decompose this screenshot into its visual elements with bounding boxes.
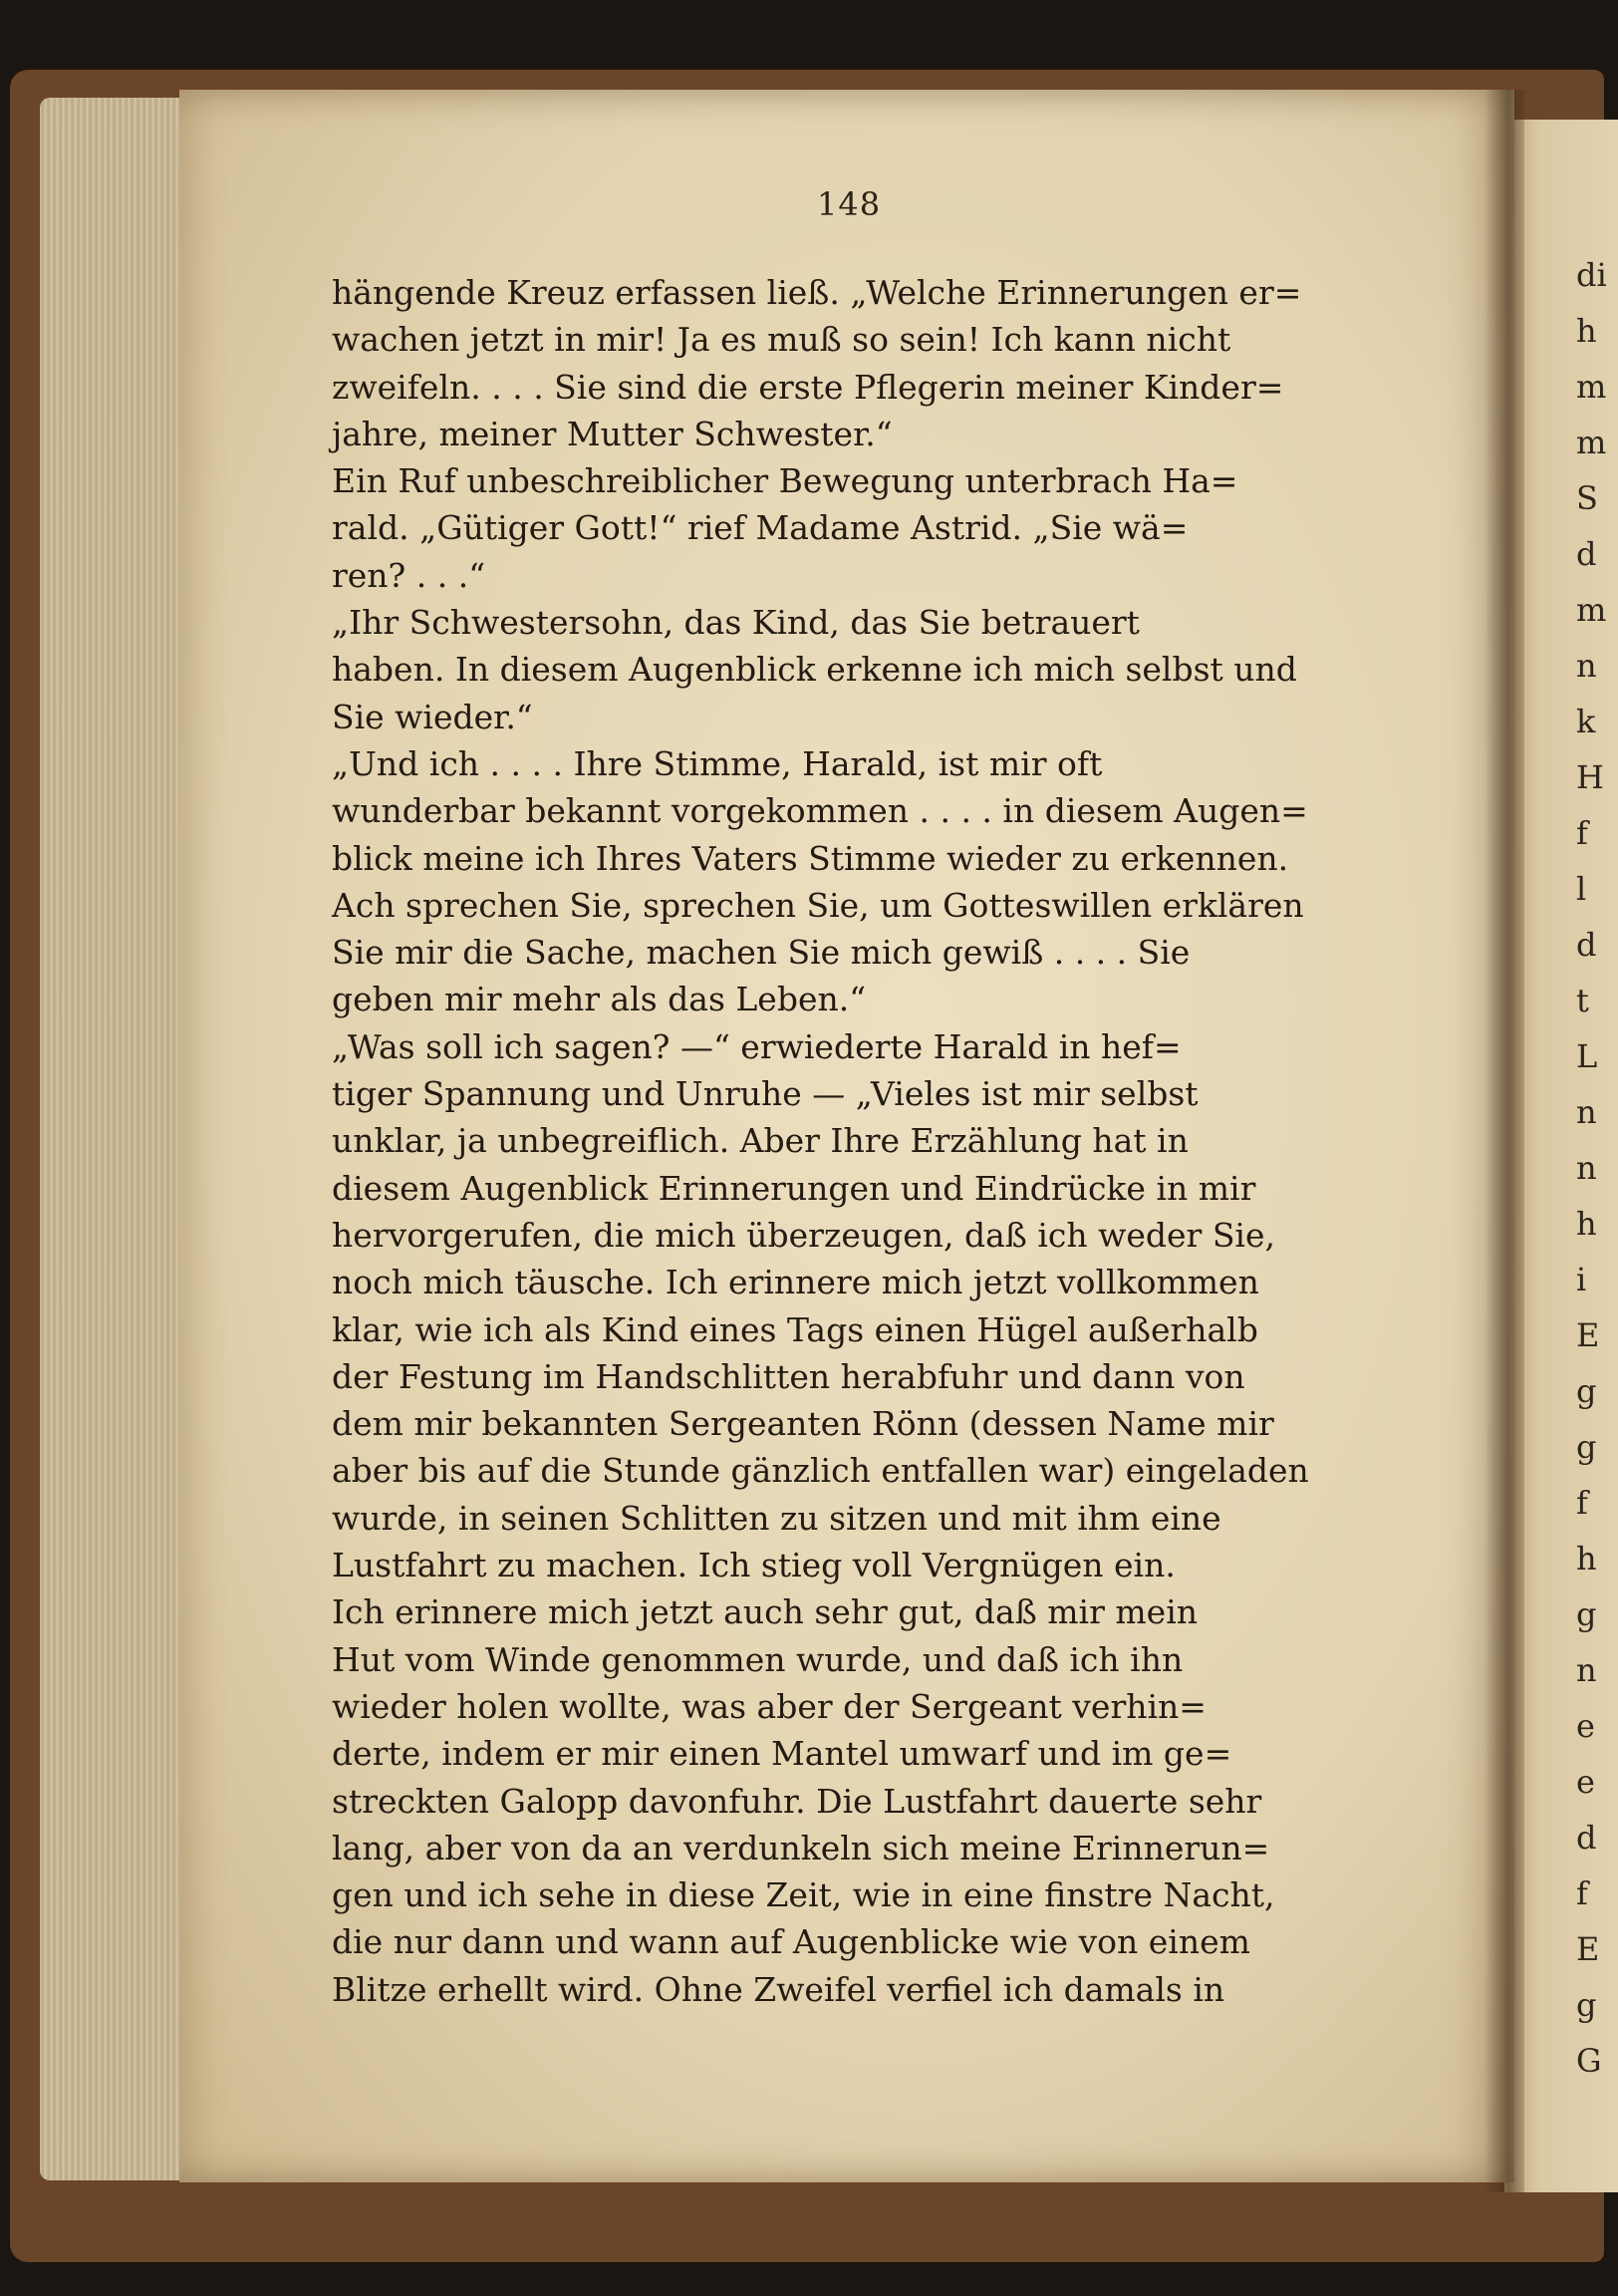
text-line: Sie wieder.“ <box>332 697 533 736</box>
facing-page-glyph: t <box>1576 982 1589 1019</box>
facing-page-glyph: m <box>1576 424 1607 461</box>
facing-page-glyph: n <box>1576 1149 1597 1187</box>
page-text <box>332 269 1428 2013</box>
facing-page-glyph: f <box>1576 1484 1588 1522</box>
facing-page-glyph: h <box>1576 1205 1597 1243</box>
text-line: jahre, meiner Mutter Schwester.“ <box>332 414 893 453</box>
facing-page-glyph: g <box>1576 1428 1597 1466</box>
facing-page-glyph: g <box>1576 1986 1597 2024</box>
text-line: streckten Galopp davonfuhr. Die Lustfahrt dauerte sehr <box>332 1781 1262 1821</box>
text-line: rald. „Gütiger Gott!“ rief Madame Astrid. „Sie wä= <box>332 508 1189 548</box>
text-line: unklar, ja unbegreiflich. Aber Ihre Erzählung hat in <box>332 1121 1189 1161</box>
facing-page-glyph: h <box>1576 312 1597 350</box>
facing-page-glyph: G <box>1576 2042 1602 2080</box>
text-line: Blitze erhellt wird. Ohne Zweifel verfiel ich damals in <box>332 1969 1225 2009</box>
text-line: wurde, in seinen Schlitten zu sitzen und mit ihm eine <box>332 1498 1221 1538</box>
text-line: derte, indem er mir einen Mantel umwarf und im ge= <box>332 1734 1232 1774</box>
text-line: geben mir mehr als das Leben.“ <box>332 980 867 1019</box>
text-line: blick meine ich Ihres Vaters Stimme wieder zu erkennen. <box>332 838 1289 878</box>
facing-page-glyph: l <box>1576 870 1587 908</box>
facing-page-glyph: E <box>1576 1316 1600 1354</box>
facing-page-glyph: S <box>1576 479 1598 517</box>
page-number: 148 <box>817 185 882 223</box>
text-line: gen und ich sehe in diese Zeit, wie in eine finstre Nacht, <box>332 1875 1275 1915</box>
facing-page-fragment <box>1576 247 1618 2089</box>
facing-page-glyph: L <box>1576 1037 1598 1075</box>
text-line: ren? . . .“ <box>332 555 486 595</box>
text-line: Lustfahrt zu machen. Ich stieg voll Vergnügen ein. <box>332 1546 1176 1585</box>
text-line: noch mich täusche. Ich erinnere mich jetzt vollkommen <box>332 1263 1259 1302</box>
text-line: lang, aber von da an verdunkeln sich meine Erinnerun= <box>332 1828 1270 1867</box>
facing-page-glyph: m <box>1576 368 1607 406</box>
facing-page-glyph: n <box>1576 1093 1597 1131</box>
text-line: wunderbar bekannt vorgekommen . . . . in diesem Augen= <box>332 791 1308 831</box>
facing-page-glyph: f <box>1576 1874 1588 1912</box>
text-line: Ein Ruf unbeschreiblicher Bewegung unterbrach Ha= <box>332 461 1238 501</box>
facing-page-glyph: f <box>1576 814 1588 852</box>
text-line: aber bis auf die Stunde gänzlich entfallen war) eingeladen <box>332 1451 1309 1491</box>
facing-page-glyph: d <box>1576 535 1597 573</box>
facing-page-glyph: e <box>1576 1763 1595 1801</box>
text-line: haben. In diesem Augenblick erkenne ich mich selbst und <box>332 650 1297 690</box>
text-line: klar, wie ich als Kind eines Tags einen Hügel außerhalb <box>332 1309 1258 1349</box>
facing-page-glyph: e <box>1576 1707 1595 1745</box>
text-line: „Und ich . . . . Ihre Stimme, Harald, ist mir oft <box>332 743 1103 783</box>
text-line: wieder holen wollte, was aber der Sergeant verhin= <box>332 1686 1207 1726</box>
text-line: zweifeln. . . . Sie sind die erste Pflegerin meiner Kinder= <box>332 367 1284 407</box>
facing-page-glyph: n <box>1576 647 1597 685</box>
facing-page-glyph: m <box>1576 591 1607 629</box>
facing-page-glyph: n <box>1576 1651 1597 1689</box>
text-line: der Festung im Handschlitten herabfuhr und dann von <box>332 1356 1245 1396</box>
facing-page-glyph: d <box>1576 1819 1597 1857</box>
text-line: Hut vom Winde genommen wurde, und daß ich ihn <box>332 1639 1184 1679</box>
text-line: Ach sprechen Sie, sprechen Sie, um Gotteswillen erklären <box>332 885 1304 925</box>
facing-page-glyph: E <box>1576 1930 1600 1968</box>
text-line: Sie mir die Sache, machen Sie mich gewiß . . . . Sie <box>332 933 1191 973</box>
facing-page-glyph: g <box>1576 1372 1597 1410</box>
facing-page-glyph: di <box>1576 256 1607 294</box>
facing-page-glyph: i <box>1576 1261 1587 1298</box>
facing-page-glyph: d <box>1576 926 1597 964</box>
text-line: „Ihr Schwestersohn, das Kind, das Sie betrauert <box>332 603 1140 643</box>
facing-page-glyph: h <box>1576 1540 1597 1578</box>
facing-page-glyph: H <box>1576 758 1604 796</box>
text-line: Ich erinnere mich jetzt auch sehr gut, daß mir mein <box>332 1592 1199 1632</box>
text-line: wachen jetzt in mir! Ja es muß so sein! Ich kann nicht <box>332 320 1231 360</box>
book-gutter <box>1484 90 1524 2192</box>
text-line: diesem Augenblick Erinnerungen und Eindrücke in mir <box>332 1168 1256 1208</box>
text-line: „Was soll ich sagen? —“ erwiederte Harald in hef= <box>332 1026 1182 1066</box>
text-line: tiger Spannung und Unruhe — „Vieles ist mir selbst <box>332 1074 1199 1114</box>
text-line: hervorgerufen, die mich überzeugen, daß ich weder Sie, <box>332 1215 1275 1255</box>
text-line: dem mir bekannten Sergeanten Rönn (dessen Name mir <box>332 1404 1274 1444</box>
text-line: hängende Kreuz erfassen ließ. „Welche Erinnerungen er= <box>332 273 1302 312</box>
facing-page-glyph: k <box>1576 703 1596 740</box>
text-line: die nur dann und wann auf Augenblicke wie von einem <box>332 1922 1250 1962</box>
facing-page-glyph: g <box>1576 1595 1597 1633</box>
